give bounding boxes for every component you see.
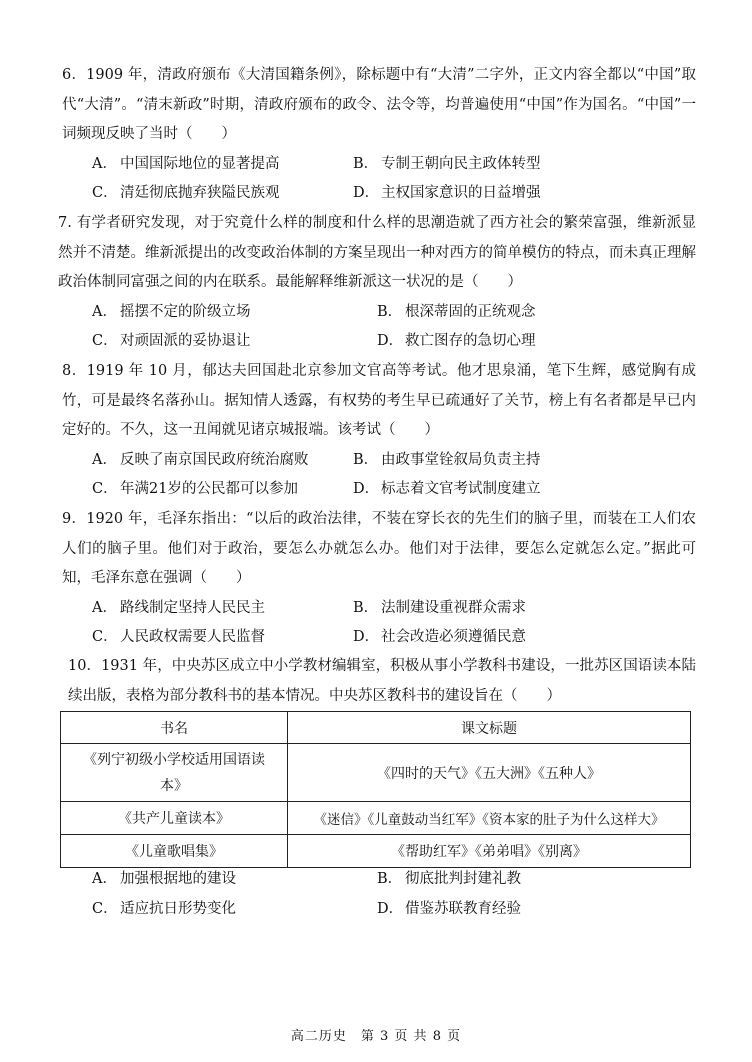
table-row (61, 802, 691, 835)
question-stem: 6．1909 年，清政府颁布《大清国籍条例》，除标题中有“大清”二字外，正文内容全都以“中国”取代“大清”。“清末新政”时期，清政府颁布的政令、法令等，均普遍使用“中国”作为国名。“中国”一词频现反映了当时（ ） (62, 67, 696, 142)
options-row (62, 594, 696, 624)
options-row (62, 446, 696, 476)
table-row (61, 744, 691, 802)
option-c[interactable]: C． 适应抗日形势变化 (92, 900, 236, 917)
option-b[interactable]: B． 根深蒂固的正统观念 (377, 303, 536, 320)
option-a[interactable]: A． 摇摆不定的阶级立场 (92, 303, 251, 320)
options-row (58, 865, 696, 895)
question-9 (62, 505, 696, 653)
option-b[interactable]: B． 法制建设重视群众需求 (353, 599, 526, 616)
question-stem: 7. 有学者研究发现，对于究竟什么样的制度和什么样的思潮造就了西方社会的繁荣富强，维新派显然并不清楚。维新派提出的改变政治体制的方案呈现出一种对西方的简单模仿的特点，而未真正理解政治体制同富强之间的内在联系。最能解释维新派这一状况的是（ ） (58, 215, 696, 290)
option-d[interactable]: D． 社会改造必须遵循民意 (353, 629, 526, 645)
options-row (58, 327, 696, 357)
table-cell: 《迷信》《儿童鼓动当红军》《资本家的肚子为什么这样大》 (288, 802, 691, 835)
question-10-options (58, 865, 696, 924)
question-7 (58, 209, 696, 357)
question-6 (62, 61, 696, 209)
option-d[interactable]: D． 救亡图存的急切心理 (377, 333, 536, 349)
options-row (58, 298, 696, 328)
options-row (58, 895, 696, 925)
options-row (62, 475, 696, 505)
table-cell: 《四时的天气》《五大洲》《五种人》 (288, 744, 691, 802)
table-cell: 《帮助红军》《弟弟唱》《别离》 (288, 835, 691, 868)
table-header-row (61, 712, 691, 744)
question-8 (62, 357, 696, 505)
option-d[interactable]: D． 标志着文官考试制度建立 (353, 481, 541, 497)
textbook-table (60, 711, 691, 868)
options-row (62, 150, 696, 180)
option-c[interactable]: C． 清廷彻底抛弃狭隘民族观 (92, 185, 280, 201)
question-stem: 10．1931 年，中央苏区成立中小学教材编辑室，积极从事小学教科书建设，一批苏区国语读本陆续出版，表格为部分教科书的基本情况。中央苏区教科书的建设旨在（ ） (68, 658, 696, 704)
table-header-cell: 书名 (61, 712, 288, 744)
option-c[interactable]: C． 年满21岁的公民都可以参加 (92, 481, 298, 497)
option-d[interactable]: D． 主权国家意识的日益增强 (353, 185, 541, 201)
option-a[interactable]: A． 反映了南京国民政府统治腐败 (92, 451, 309, 468)
option-c[interactable]: C． 人民政权需要人民监督 (92, 629, 265, 645)
option-a[interactable]: A． 加强根据地的建设 (92, 871, 236, 887)
table-cell: 《列宁初级小学校适用国语读本》 (61, 744, 288, 802)
options-row (62, 179, 696, 209)
table-cell: 《共产儿童读本》 (61, 802, 288, 835)
option-a[interactable]: A． 中国国际地位的显著提高 (92, 155, 280, 172)
option-b[interactable]: B． 专制王朝向民主政体转型 (353, 155, 541, 172)
table-header-cell: 课文标题 (288, 712, 691, 744)
option-b[interactable]: B． 彻底批判封建礼教 (377, 871, 521, 887)
option-c[interactable]: C． 对顽固派的妥协退让 (92, 333, 251, 349)
option-a[interactable]: A． 路线制定坚持人民民主 (92, 599, 265, 616)
table-cell: 《儿童歌唱集》 (61, 835, 288, 868)
page-footer: 高二历史 第 3 页 共 8 页 (290, 1029, 462, 1044)
option-b[interactable]: B． 由政事堂铨叙局负责主持 (353, 451, 541, 468)
question-10 (68, 652, 696, 711)
options-row (62, 623, 696, 653)
table-row (61, 835, 691, 868)
option-d[interactable]: D． 借鉴苏联教育经验 (377, 900, 521, 917)
question-stem: 9．1920 年，毛泽东指出：“以后的政治法律，不装在穿长衣的先生们的脑子里，而装在工人们农人们的脑子里。他们对于政治，要怎么办就怎么办。他们对于法律，要怎么定就怎么定。”据此可知，毛泽东意在强调（ ） (62, 511, 696, 586)
question-stem: 8．1919 年 10 月，郁达夫回国赴北京参加文官高等考试。他才思泉涌，笔下生辉，感觉胸有成竹，可是最终名落孙山。据知情人透露，有权势的考生早已疏通好了关节，榜上有名者都是早已内定好的。不久，这一丑闻就见诸京城报端。该考试（ ） (62, 363, 696, 438)
